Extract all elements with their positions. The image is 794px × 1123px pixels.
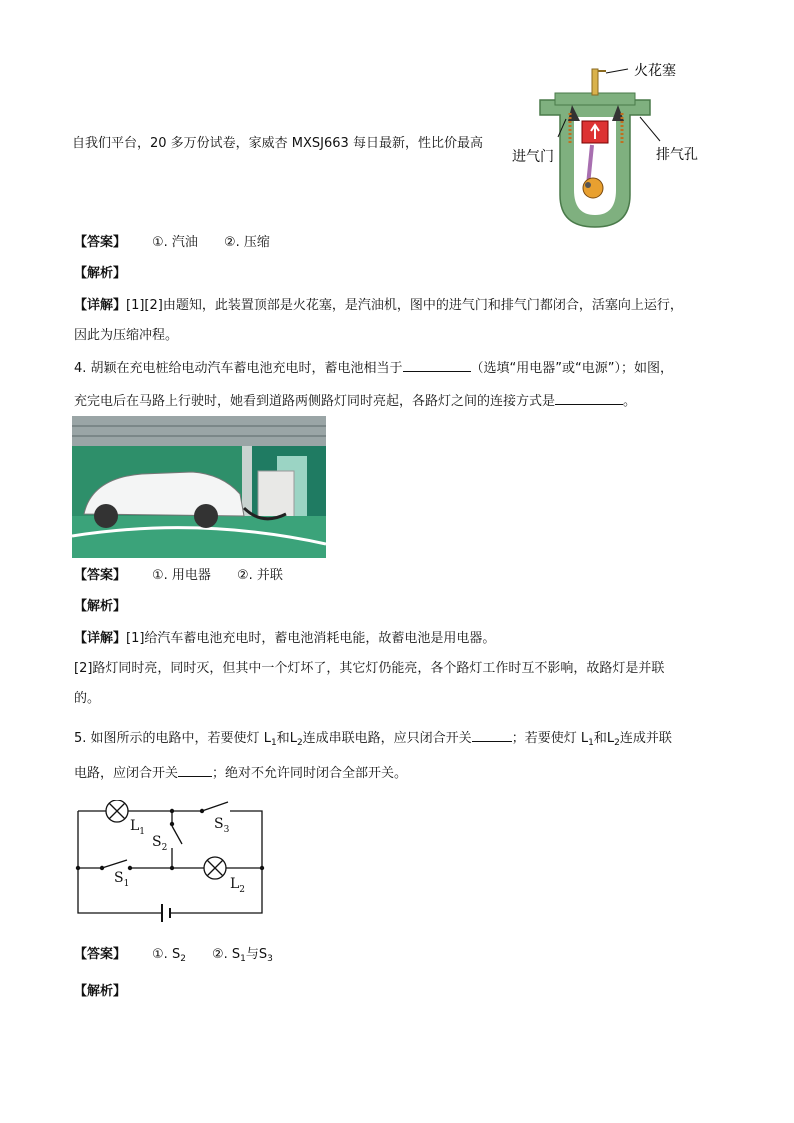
answer-item: ①. 汽油 [152,235,198,250]
answer-item: ②. 并联 [236,568,283,583]
q4-line1: 4. 胡颖在充电桩给电动汽车蓄电池充电时，蓄电池相当于 （选填“用电器”或“电源”）；如图， [74,358,673,379]
q5-line1: 5. 如图所示的电路中，若要使灯 $L_1$和$L_2$连成串联电路，应只闭合开关 ；若要使灯 $L_1$和$L_2$连成并联 [74,728,672,753]
analysis-label: 【解析】 [74,984,127,999]
answer-blank [555,391,623,405]
answer-label: 【答案】 [74,235,127,250]
q3-detail-2: 因此为压缩冲程。 [74,328,179,343]
q3-answer [74,233,270,253]
lamp-l1 [106,800,128,822]
q3-detail-1: 【详解】[1][2]由题知，此装置顶部是火花塞，是汽油机，图中的进气门和排气门都闭合，活塞向上运行， [74,298,683,313]
answer-blank [178,763,212,777]
analysis-label: 【解析】 [74,266,127,281]
q4-answer [74,566,283,586]
label-s2: $S_2$ [152,834,168,853]
lamp-l2 [204,857,226,879]
q5-answer: 【答案】 ①. $S_2$ ②. $S_1$与$S_3$ [74,947,273,964]
intake-label: 进气门 [512,149,554,165]
exhaust-label: 排气孔 [656,147,698,163]
answer-label: 【答案】 [74,947,127,962]
label-s1: $S_1$ [114,870,130,889]
answer-label: 【答案】 [74,568,127,583]
analysis-label: 【解析】 [74,599,127,614]
q4-line2: 充完电后在马路上行驶时，她看到道路两侧路灯同时亮起，各路灯之间的连接方式是 。 [74,391,636,412]
label-l2: $L_2$ [230,876,246,895]
switch-s3 [202,802,228,811]
answer-item: ②. 压缩 [223,235,270,250]
spark-plug [592,69,598,95]
answer-blank [403,358,471,372]
spark-plug-label: 火花塞 [634,63,676,79]
answer-item: ①. 用电器 [152,568,211,583]
label-l1: $L_1$ [130,818,146,837]
switch-s1 [102,860,127,868]
q4-detail-1: 【详解】[1]给汽车蓄电池充电时，蓄电池消耗电能，故蓄电池是用电器。 [74,631,496,646]
charging-photo [72,416,326,558]
switch-s2 [172,826,182,844]
answer-blank [472,728,512,742]
circuit-diagram [72,800,272,930]
promo-text: 自我们平台，20 多万份试卷，家威杏 MXSJ663 每日最新，性比价最高 [72,136,483,151]
q4-detail-3: 的。 [74,691,101,706]
detail-label: 【详解】 [74,631,127,646]
q5-line2: 电路，应闭合开关 ；绝对不允许同时闭合全部开关。 [74,763,407,784]
crank [583,178,603,198]
detail-label: 【详解】 [74,298,127,313]
label-s3: $S_3$ [214,816,230,835]
engine-figure [500,55,710,235]
q4-detail-2: [2]路灯同时亮，同时灭，但其中一个灯坏了，其它灯仍能亮，各个路灯工作时互不影响，故路灯是并联 [74,661,665,676]
